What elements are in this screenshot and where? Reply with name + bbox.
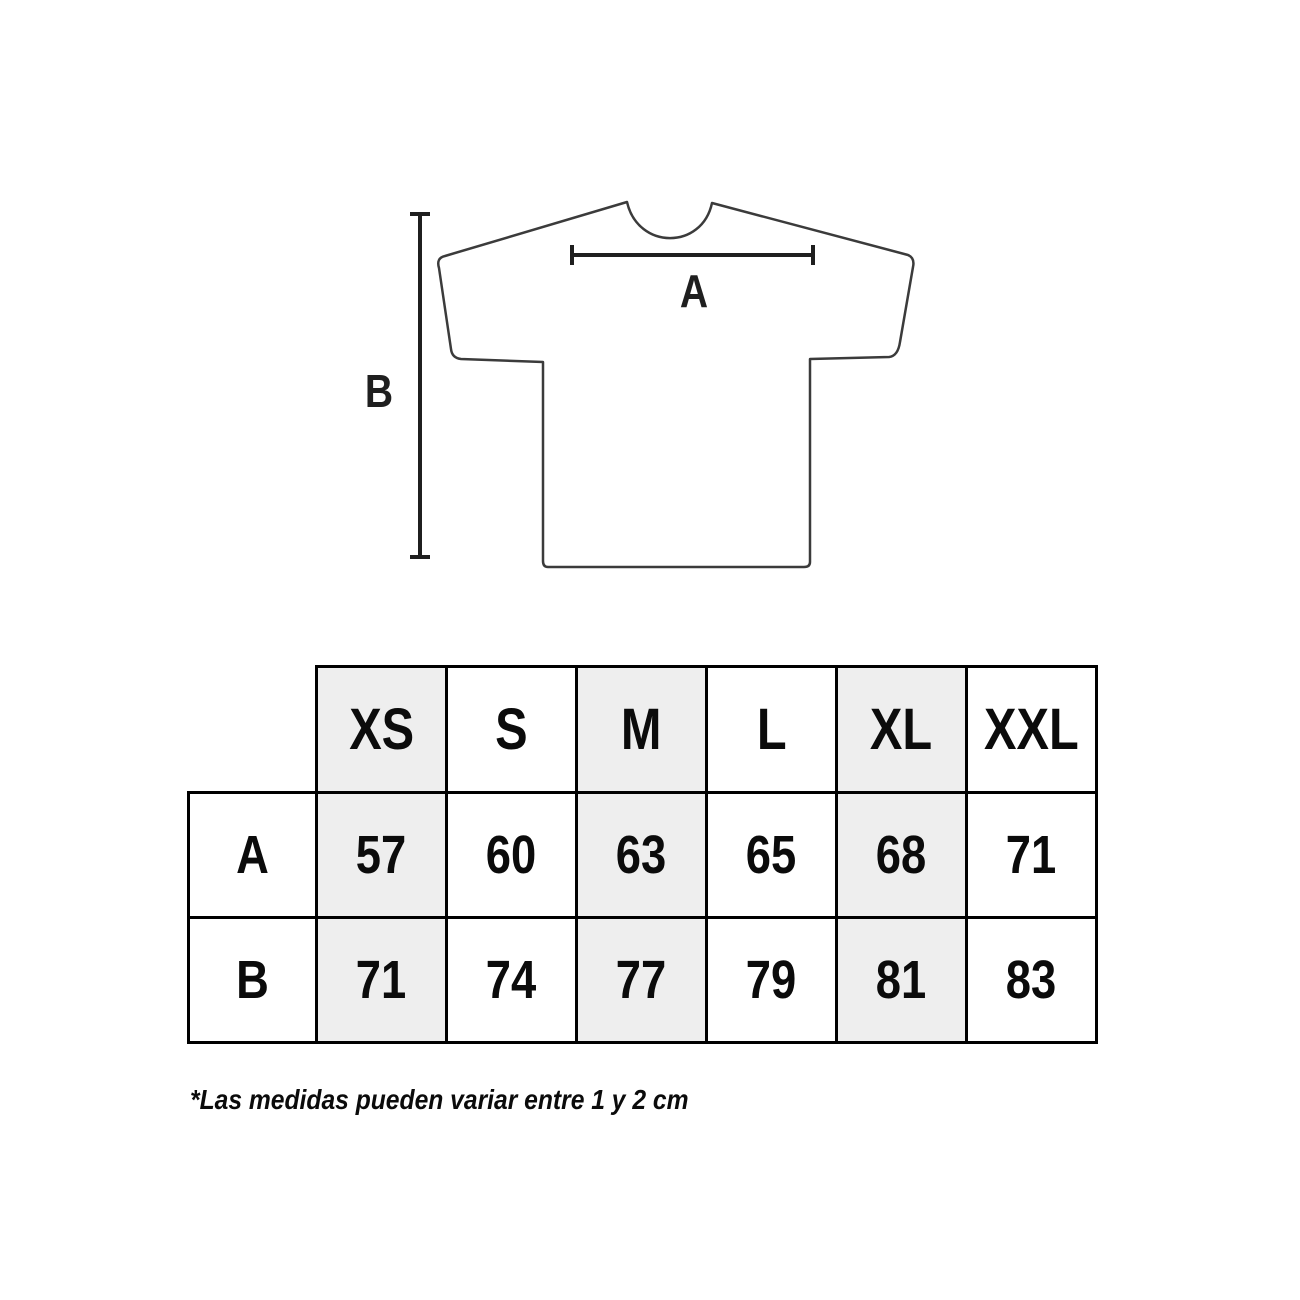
cell-value: 71: [1006, 825, 1057, 885]
size-table: [187, 665, 1098, 1044]
cell-b-xxl: [967, 918, 1097, 1043]
cell-value: 57: [356, 825, 407, 885]
cell-b-m: [577, 918, 707, 1043]
cell-a-xs: [317, 793, 447, 918]
width-measure-label: A: [679, 266, 709, 318]
cell-a-m: [577, 793, 707, 918]
height-measure-label: B: [364, 366, 394, 418]
cell-value: 81: [876, 950, 927, 1010]
cell-value: 68: [876, 825, 927, 885]
cell-value: 77: [616, 950, 667, 1010]
cell-a-xl: [837, 793, 967, 918]
cell-a-l: [707, 793, 837, 918]
table-corner-cell: [189, 667, 317, 793]
row-label-a: [189, 793, 317, 918]
height-measure: [365, 214, 430, 557]
cell-a-s: [447, 793, 577, 918]
cell-b-l: [707, 918, 837, 1043]
size-header-s: [447, 667, 577, 793]
table-row-b: [189, 918, 1097, 1043]
size-table-header-row: [189, 667, 1097, 793]
size-header-label: M: [621, 697, 662, 762]
cell-a-xxl: [967, 793, 1097, 918]
row-label: B: [236, 950, 269, 1010]
cell-value: 60: [486, 825, 537, 885]
table-row-a: [189, 793, 1097, 918]
size-header-xl: [837, 667, 967, 793]
cell-value: 65: [746, 825, 797, 885]
cell-value: 71: [356, 950, 407, 1010]
cell-value: 74: [486, 950, 537, 1010]
row-label: A: [236, 825, 269, 885]
size-header-label: XS: [349, 697, 414, 762]
size-header-label: L: [756, 697, 787, 762]
size-header-m: [577, 667, 707, 793]
measurement-disclaimer: *Las medidas pueden variar entre 1 y 2 cm: [190, 1084, 689, 1115]
size-header-xxl: [967, 667, 1097, 793]
cell-b-xl: [837, 918, 967, 1043]
size-header-l: [707, 667, 837, 793]
cell-b-s: [447, 918, 577, 1043]
row-label-b: [189, 918, 317, 1043]
size-header-label: S: [495, 697, 528, 762]
size-header-label: XL: [870, 697, 933, 762]
cell-value: 83: [1006, 950, 1057, 1010]
cell-value: 79: [746, 950, 797, 1010]
size-header-label: XXL: [984, 697, 1079, 762]
cell-value: 63: [616, 825, 667, 885]
cell-b-xs: [317, 918, 447, 1043]
size-header-xs: [317, 667, 447, 793]
